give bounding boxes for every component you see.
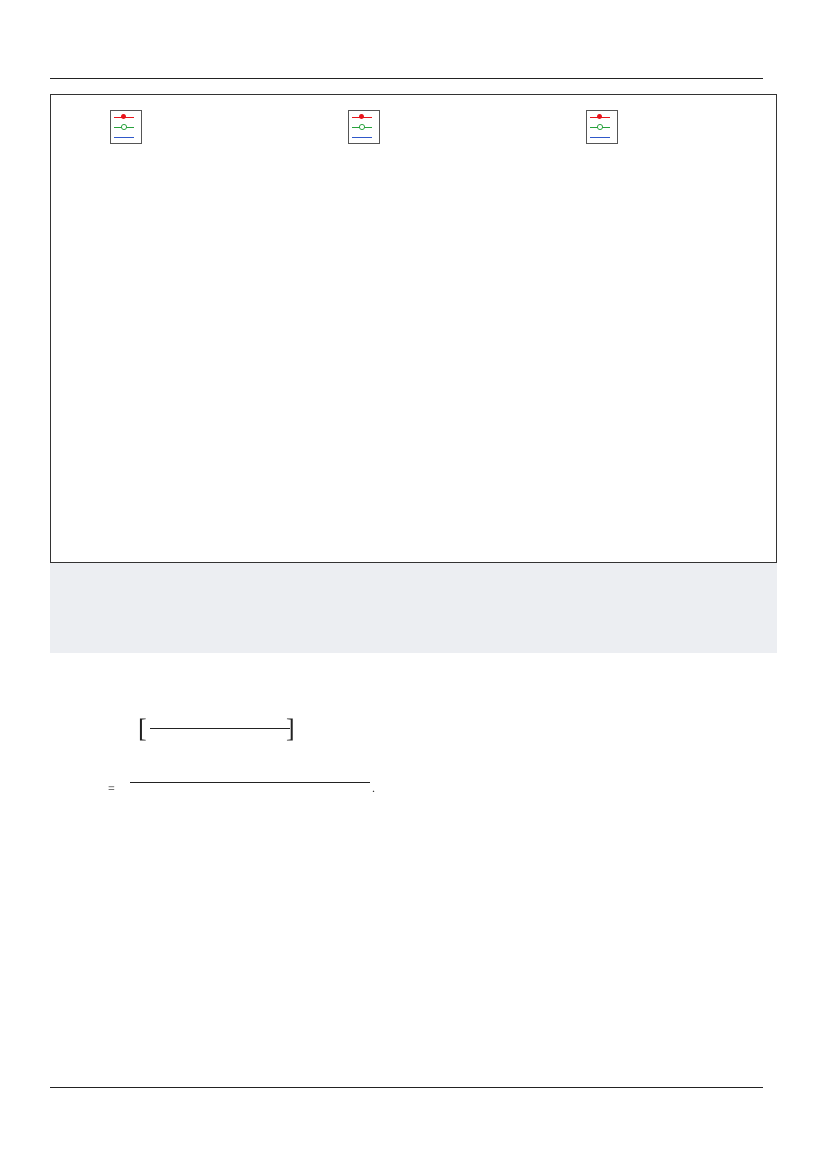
legend-panel-c [586,110,618,144]
page-header [50,58,763,76]
right-column [423,687,775,697]
legend-item-a431 [114,122,138,132]
legend-item-hela [352,112,376,122]
variance-contour-panels [51,327,778,542]
legend-item-a431 [352,122,376,132]
figure-caption [50,563,777,574]
legend-panel-b [348,110,380,144]
legend-item-mcf12a [114,132,138,142]
legend-item-mcf12a [590,132,614,142]
left-column [50,687,402,814]
legend-item-a431 [590,122,614,132]
footer-divider [50,1087,763,1088]
header-divider [50,78,763,79]
legend-panel-a [110,110,142,144]
legend-item-mcf12a [352,132,376,142]
correlation-formula: [ ] = . [108,714,375,795]
legend-item-hela [114,112,138,122]
figure-caption-area [50,562,777,653]
msd-histogram-panels [51,95,778,345]
legend-item-hela [590,112,614,122]
